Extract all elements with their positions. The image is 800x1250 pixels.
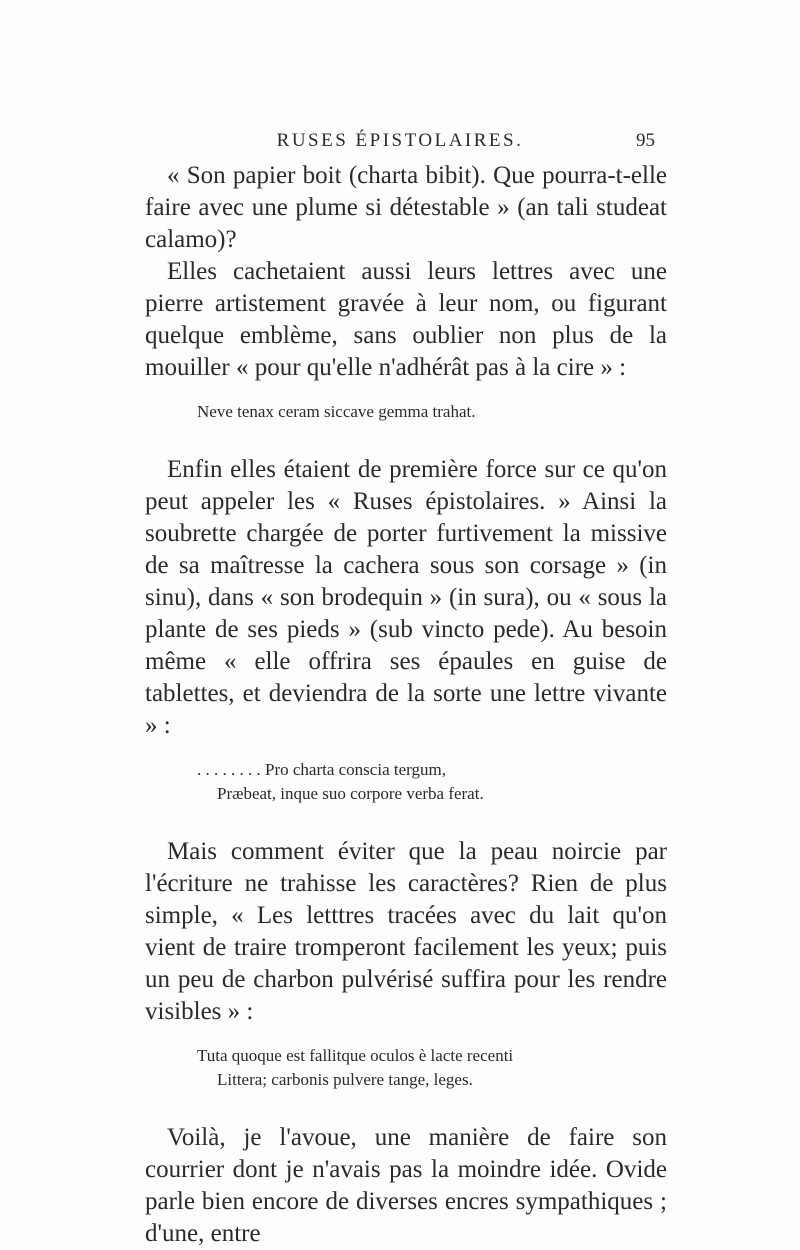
paragraph-2-text: Elles cachetaient aussi leurs lettres avec une pierre artistement gravée à leur nom, ou figurant quelque emblème, sans oublier non plus de la mouiller « pour qu'elle n'adhérât pas à la cire » :: [145, 258, 667, 381]
paragraph-1-text: « Son papier boit (charta bibit). Que pourra-t-elle faire avec une plume si détestable » (an tali studeat calamo)?: [145, 162, 667, 253]
paragraph-2: [145, 256, 667, 384]
running-header: [145, 130, 655, 156]
page-body: [145, 160, 667, 1250]
paragraph-4: [145, 836, 667, 1028]
latin-quote-2: [145, 758, 667, 806]
paragraph-4-text: Mais comment éviter que la peau noircie par l'écriture ne trahisse les caractères? Rien de plus simple, « Les letttres tracées avec du lait qu'on vient de traire tromperont facilement les yeux; puis un peu de charbon pulvérisé suffira pour les rendre visibles » :: [145, 838, 667, 1025]
latin-quote-3-line-1: Tuta quoque est fallitque oculos è lacte recenti: [197, 1046, 514, 1065]
latin-quote-1: [145, 400, 667, 424]
latin-quote-3-line-2: Littera; carbonis pulvere tange, leges.: [217, 1070, 473, 1089]
latin-quote-2-line-1: . . . . . . . . Pro charta conscia tergum,: [197, 760, 446, 779]
paragraph-3-text: Enfin elles étaient de première force sur ce qu'on peut appeler les « Ruses épistolaires. » Ainsi la soubrette chargée de porter furtivement la missive de sa maîtresse la cachera sous son corsage » (in sinu), dans « son brodequin » (in sura), ou « sous la plante de ses pieds » (sub vincto pede). Au besoin même « elle offrira ses épaules en guise de tablettes, et deviendra de la sorte une lettre vivante » :: [145, 456, 667, 739]
page-number: 95: [636, 130, 655, 151]
paragraph-3: [145, 454, 667, 742]
paragraph-5-text: Voilà, je l'avoue, une manière de faire son courrier dont je n'avais pas la moindre idée. Ovide parle bien encore de diverses encres sympathiques ; d'une, entre: [145, 1124, 667, 1247]
paragraph-5: [145, 1122, 667, 1250]
running-title: RUSES ÉPISTOLAIRES.: [276, 130, 524, 151]
paragraph-1: [145, 160, 667, 256]
latin-quote-2-line-2: Præbeat, inque suo corpore verba ferat.: [217, 784, 484, 803]
latin-quote-3: [145, 1044, 667, 1092]
latin-quote-1-line-1: Neve tenax ceram siccave gemma trahat.: [197, 402, 476, 421]
